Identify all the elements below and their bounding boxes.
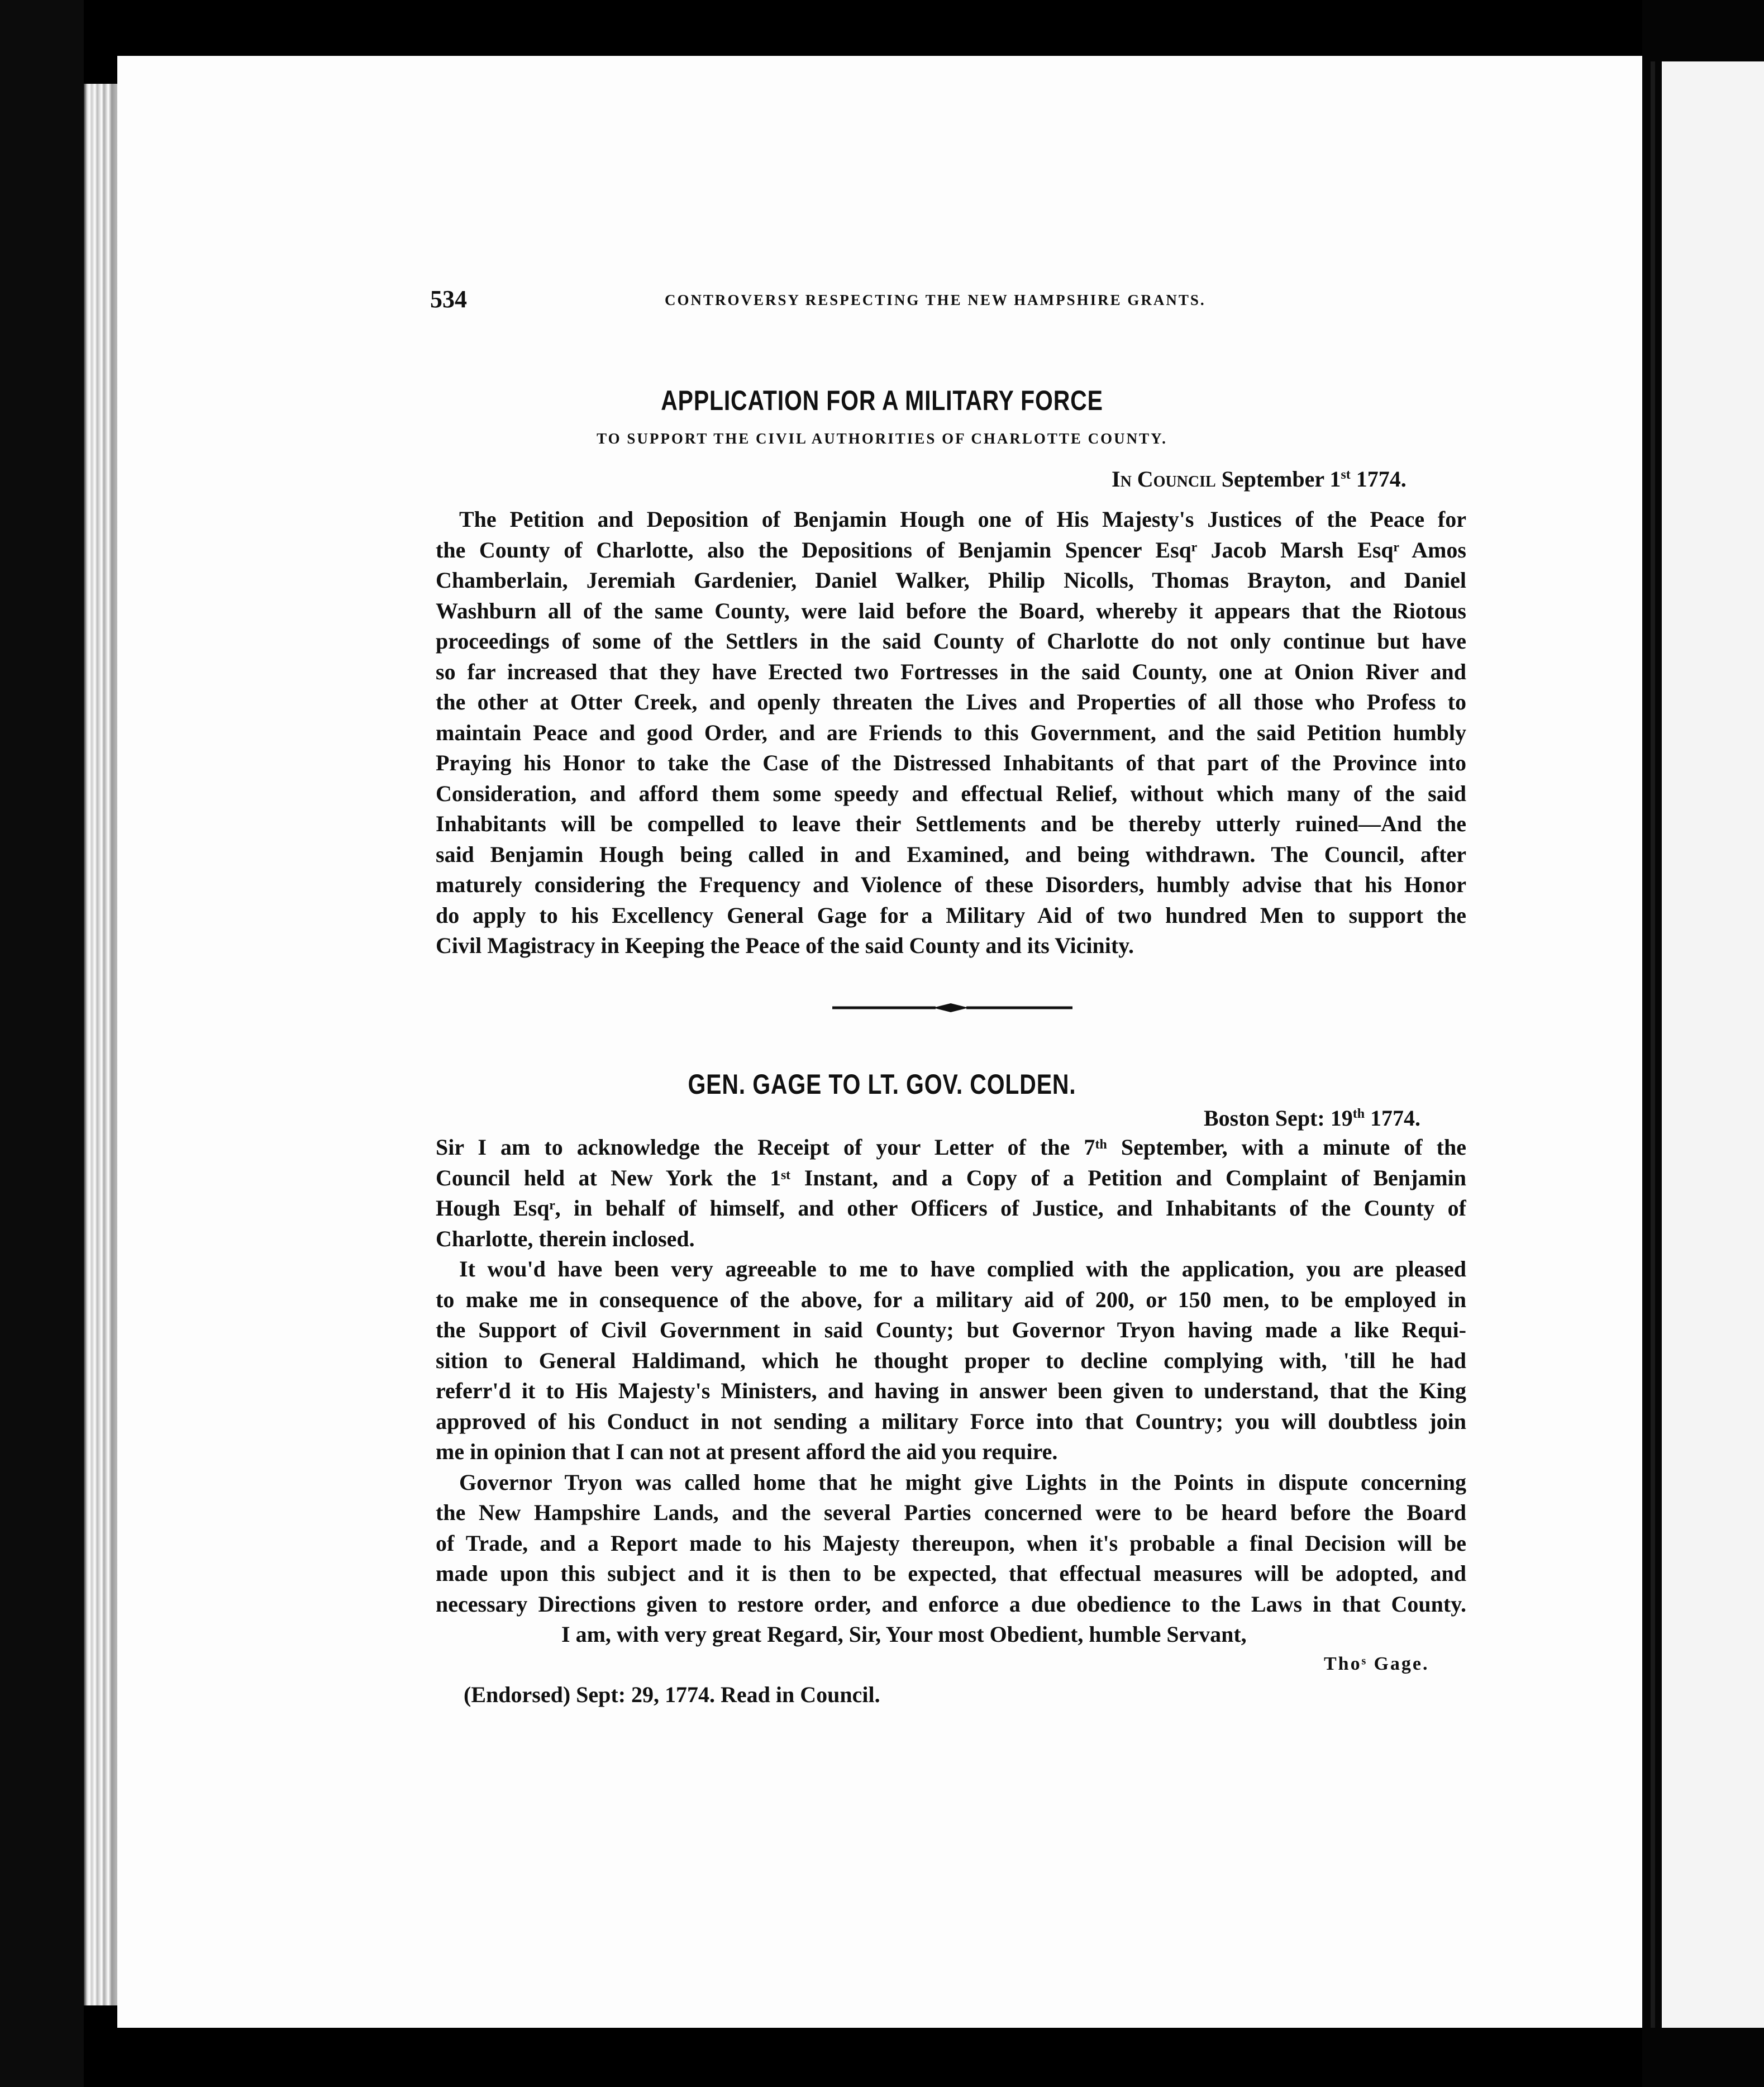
text-line: to make me in consequence of the above, for a military aid of 200, or 150 men, to be employed in xyxy=(436,1286,1466,1312)
endorsement: (Endorsed) Sept: 29, 1774. Read in Council. xyxy=(464,1682,880,1707)
scan-left-border xyxy=(0,0,84,2087)
dateline-council xyxy=(1112,466,1407,492)
text-line: Charlotte, therein inclosed. xyxy=(436,1226,695,1251)
text-line: Council held at New York the 1ˢᵗ Instant, and a Copy of a Petition and Complaint of Benjamin xyxy=(436,1165,1466,1190)
section-divider-ornament xyxy=(832,1001,1072,1014)
text-line: the County of Charlotte, also the Depositions of Benjamin Spencer Esqʳ Jacob Marsh Esqʳ Amos xyxy=(436,537,1466,563)
dateline-prefix: Boston Sept: 19 xyxy=(1204,1106,1353,1131)
text-line: The Petition and Deposition of Benjamin Hough one of His Majesty's Justices of the Peace for xyxy=(459,507,1466,532)
text-line: Washburn all of the same County, were laid before the Board, whereby it appears that the Riotous xyxy=(436,598,1466,623)
text-line: maturely considering the Frequency and Violence of these Disorders, humbly advise that his Honor xyxy=(436,872,1466,897)
text-line: proceedings of some of the Settlers in the said County of Charlotte do not only continue but have xyxy=(436,628,1466,654)
text-line: so far increased that they have Erected two Fortresses in the said County, one at Onion River and xyxy=(436,659,1466,684)
facing-page-edge xyxy=(1662,61,1764,2028)
text-line: sition to General Haldimand, which he thought proper to decline complying with, 'till he had xyxy=(436,1347,1466,1373)
running-title: CONTROVERSY RESPECTING THE NEW HAMPSHIRE GRANTS. xyxy=(665,292,1206,308)
text-line: Inhabitants will be compelled to leave their Settlements and be thereby utterly ruined—And the xyxy=(436,811,1466,836)
dateline-prefix: In Council xyxy=(1112,466,1216,492)
text-line: I am, with very great Regard, Sir, Your most Obedient, humble Servant, xyxy=(561,1622,1247,1647)
text-line: It wou'd have been very agreeable to me to have complied with the application, you are pleased xyxy=(459,1256,1466,1281)
section-subtitle: TO SUPPORT THE CIVIL AUTHORITIES OF CHARLOTTE COUNTY. xyxy=(597,430,1167,447)
text-line: the other at Otter Creek, and openly threaten the Lives and Properties of all those who Profess to xyxy=(436,689,1466,714)
text-line: Consideration, and afford them some speedy and effectual Relief, without which many of the said xyxy=(436,780,1466,806)
text-line: maintain Peace and good Order, and are Friends to this Government, and the said Petition humbly xyxy=(436,720,1466,745)
text-line: Sir I am to acknowledge the Receipt of your Letter of the 7ᵗʰ September, with a minute of the xyxy=(436,1135,1466,1160)
text-line: of Trade, and a Report made to his Majesty thereupon, when it's probable a final Decision will be xyxy=(436,1530,1466,1556)
text-line: necessary Directions given to restore order, and enforce a due obedience to the Laws in that County. xyxy=(436,1591,1466,1617)
text-line: Civil Magistracy in Keeping the Peace of the said County and its Vicinity. xyxy=(436,933,1134,958)
dateline-month: September 1 xyxy=(1221,466,1341,492)
text-line: do apply to his Excellency General Gage for a Military Aid of two hundred Men to support the xyxy=(436,902,1466,928)
text-line: Praying his Honor to take the Case of the Distressed Inhabitants of that part of the Province into xyxy=(436,750,1466,775)
text-line: me in opinion that I can not at present afford the aid you require. xyxy=(436,1439,1058,1464)
text-line: the New Hampshire Lands, and the several Parties concerned were to be heard before the Board xyxy=(436,1500,1466,1525)
text-line: made upon this subject and it is then to be expected, that effectual measures will be adopted, and xyxy=(436,1561,1466,1586)
dateline-boston xyxy=(1204,1105,1420,1131)
text-line: the Support of Civil Government in said County; but Governor Tryon having made a like Requi- xyxy=(436,1317,1466,1342)
dateline-sup: th xyxy=(1352,1107,1365,1121)
text-line: referr'd it to His Majesty's Ministers, and having in answer been given to understand, that the King xyxy=(436,1378,1466,1403)
gutter-line xyxy=(1651,61,1655,2028)
dateline-year: 1774. xyxy=(1370,1106,1421,1131)
dateline-year: 1774. xyxy=(1356,466,1407,492)
page-number: 534 xyxy=(430,285,467,313)
text-line: said Benjamin Hough being called in and Examined, and being withdrawn. The Council, after xyxy=(436,841,1466,867)
signature: Thoˢ Gage. xyxy=(1324,1654,1429,1674)
text-line: Governor Tryon was called home that he might give Lights in the Points in dispute concerning xyxy=(459,1469,1466,1495)
section-title-application: APPLICATION FOR A MILITARY FORCE xyxy=(661,385,1103,416)
dateline-sup: st xyxy=(1341,468,1351,482)
text-line: Hough Esqʳ, in behalf of himself, and other Officers of Justice, and Inhabitants of the County of xyxy=(436,1195,1466,1221)
text-line: approved of his Conduct in not sending a military Force into that Country; you will doubtless join xyxy=(436,1408,1466,1434)
text-line: Chamberlain, Jeremiah Gardenier, Daniel Walker, Philip Nicolls, Thomas Brayton, and Daniel xyxy=(436,568,1466,593)
section-title-gage-letter: GEN. GAGE TO LT. GOV. COLDEN. xyxy=(688,1069,1076,1100)
book-page xyxy=(117,56,1642,2028)
